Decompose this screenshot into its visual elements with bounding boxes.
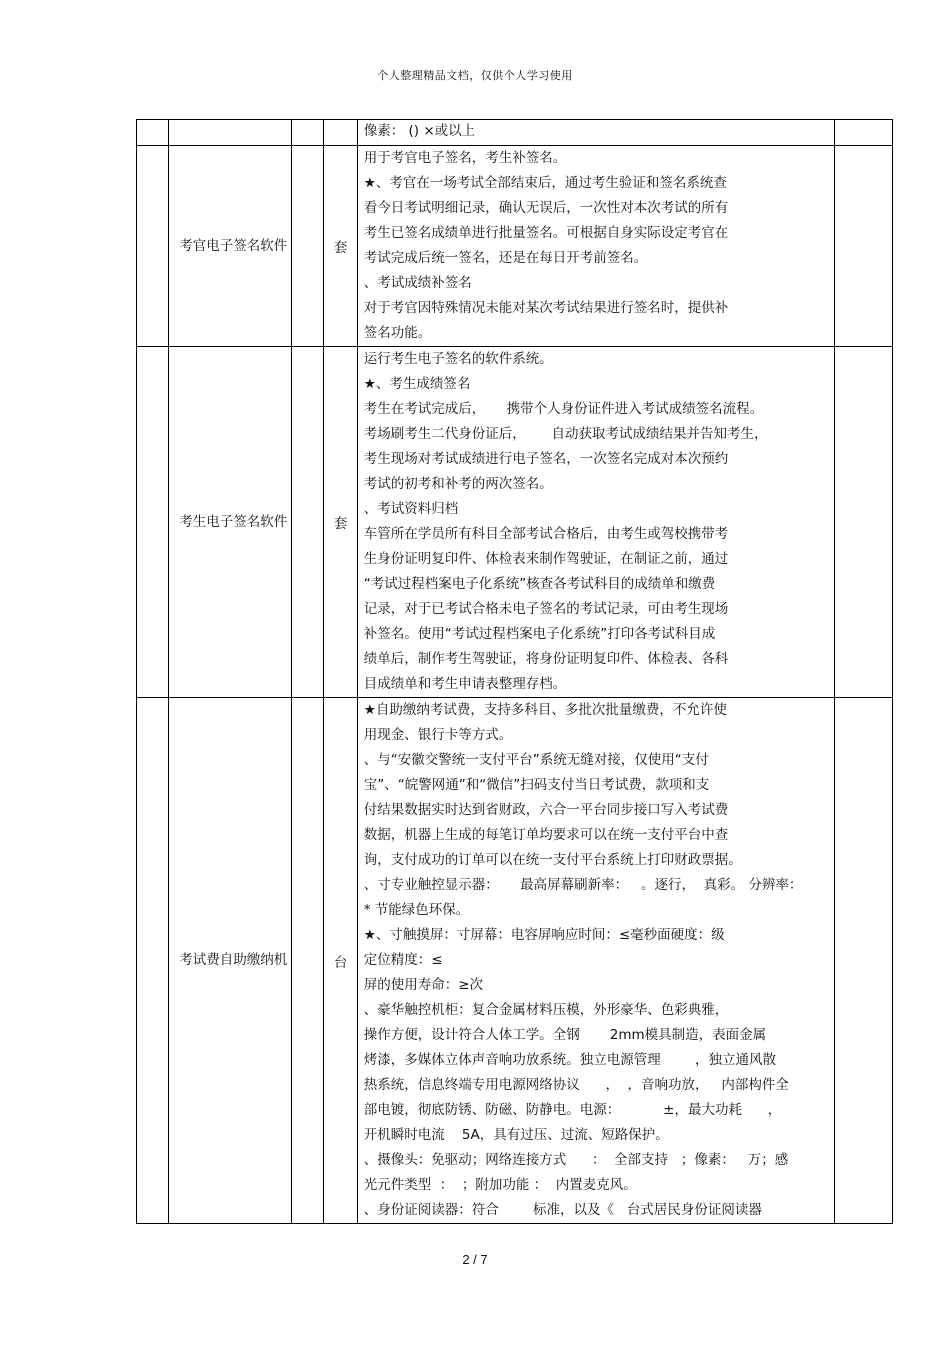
item-unit: 台 (333, 954, 348, 971)
description-line: 热系统，信息终端专用电源网络协议 ， ，音响功放， 内部构件全 (363, 1077, 789, 1093)
description-line: 操作方便，设计符合人体工学。全钢 2mm模具制造，表面金属 (363, 1027, 767, 1043)
item-name-cell (169, 347, 292, 698)
item-index-cell (137, 347, 169, 698)
description-line: 、摄像头：免驱动；网络连接方式 ： 全部支持 ；像素： 万；感 (363, 1152, 789, 1168)
item-remark-cell (834, 347, 893, 698)
description-line: 、与“安徽交警统一支付平台”系统无缝对接，仅使用“支付 (363, 752, 709, 768)
item-quantity-cell (292, 347, 324, 698)
description-line: * 节能绿色环保。 (363, 902, 470, 918)
description-line: 生身份证明复印件、体检表来制作驾驶证，在制证之前，通过 (363, 551, 729, 567)
description-line: 考生在考试完成后， 携带个人身份证件进入考试成绩签名流程。 (363, 401, 764, 417)
description-line: 屏的使用寿命：≥次 (363, 977, 484, 993)
description-line: 目成绩单和考生申请表整理存档。 (363, 676, 567, 692)
item-unit-cell (324, 120, 357, 146)
description-line: 考生现场对考试成绩进行电子签名，一次签名完成对本次预约 (363, 451, 729, 467)
description-line: 数据，机器上生成的每笔订单均要求可以在统一支付平台中查 (363, 827, 729, 843)
description-line: 记录，对于已考试合格未电子签名的考试记录，可由考生现场 (363, 601, 729, 617)
item-index-cell (137, 698, 169, 1224)
description-line: ★、考官在一场考试全部结束后，通过考生验证和签名系统查 (363, 175, 727, 191)
description-line: 询，支付成功的订单可以在统一支付平台系统上打印财政票据。 (363, 852, 742, 868)
description-line: 考试的初考和补考的两次签名。 (363, 476, 553, 492)
specification-table (136, 119, 893, 1224)
description-line: 开机瞬时电流 5A，具有过压、过流、短路保护。 (363, 1127, 669, 1143)
item-description-cell (357, 146, 834, 347)
item-description-cell (357, 698, 834, 1224)
page-number: 2 / 7 (462, 1252, 488, 1267)
item-unit-cell (324, 146, 357, 347)
description-line: 、考试成绩补签名 (363, 275, 472, 291)
description-line: 宝”、“皖警网通”和“微信”扫码支付当日考试费，款项和支 (363, 777, 710, 793)
description-line: 、考试资料归档 (363, 501, 459, 517)
item-remark-cell (834, 120, 893, 146)
description-line: 车管所在学员所有科目全部考试合格后，由考生或驾校携带考 (363, 526, 729, 542)
description-line: 运行考生电子签名的软件系统。 (363, 351, 553, 367)
description-line: 、身份证阅读器：符合 标准，以及《 台式居民身份证阅读器 (363, 1202, 762, 1218)
item-description-cell (357, 347, 834, 698)
description-line: 用现金、银行卡等方式。 (363, 727, 513, 743)
item-index-cell (137, 146, 169, 347)
description-line: 考生已签名成绩单进行批量签名。可根据自身实际设定考官在 (363, 225, 729, 241)
description-line: 签名功能。 (363, 325, 432, 341)
description-line: ★自助缴纳考试费，支持多科目、多批次批量缴费，不允许使 (363, 702, 727, 718)
item-name: 考官电子签名软件 (179, 237, 288, 254)
description-line: 对于考官因特殊情况未能对某次考试结果进行签名时，提供补 (363, 300, 729, 316)
description-line: 付结果数据实时达到省财政，六合一平台同步接口写入考试费 (363, 802, 729, 818)
page-header-note: 个人整理精品文档，仅供个人学习使用 (377, 69, 573, 82)
item-quantity-cell (292, 120, 324, 146)
item-name-cell (169, 698, 292, 1224)
description-line: 烤漆，多媒体立体声音响功放系统。独立电源管理 ，独立通风散 (363, 1052, 777, 1068)
description-line: 补签名。使用“考试过程档案电子化系统”打印各考试科目成 (363, 626, 716, 642)
item-remark-cell (834, 698, 893, 1224)
item-unit-cell (324, 347, 357, 698)
item-quantity-cell (292, 698, 324, 1224)
item-name: 考试费自助缴纳机 (179, 952, 288, 968)
table-row (137, 146, 893, 347)
item-name-cell (169, 146, 292, 347)
item-description-cell (357, 120, 834, 146)
description-line: 用于考官电子签名，考生补签名。 (363, 150, 567, 166)
item-unit-cell (324, 698, 357, 1224)
item-remark-cell (834, 146, 893, 347)
item-unit: 套 (333, 240, 348, 256)
description-line: 像素： () ×或以上 (363, 123, 476, 139)
description-line: 、豪华触控机柜：复合金属材料压模，外形豪华、色彩典雅， (363, 1002, 729, 1018)
description-line: 部电镀，彻底防锈、防磁、防静电。电源： ±，最大功耗 ， (363, 1102, 782, 1118)
description-line: ★、寸触摸屏：寸屏幕：电容屏响应时间：≤毫秒面硬度：级 (363, 927, 725, 943)
item-quantity-cell (292, 146, 324, 347)
item-index-cell (137, 120, 169, 146)
description-line: 、寸专业触控显示器： 最高屏幕刷新率： 。逐行， 真彩。 分辨率： (363, 877, 803, 893)
description-line: 绩单后，制作考生驾驶证，将身份证明复印件、体检表、各科 (363, 651, 729, 667)
description-line: 考试完成后统一签名，还是在每日开考前签名。 (363, 250, 648, 266)
table-row (137, 347, 893, 698)
item-name: 考生电子签名软件 (179, 513, 288, 530)
specification-table-body (137, 120, 893, 1224)
description-line: 光元件类型 ： ；附加功能 ： 内置麦克风。 (363, 1177, 637, 1193)
description-line: 定位精度：≤ (363, 952, 443, 968)
table-row (137, 698, 893, 1224)
description-line: 看今日考试明细记录，确认无误后，一次性对本次考试的所有 (363, 200, 729, 216)
table-row (137, 120, 893, 146)
description-line: ★、考生成绩签名 (363, 376, 471, 392)
item-unit: 套 (333, 516, 348, 532)
item-name-cell (169, 120, 292, 146)
description-line: “考试过程档案电子化系统”核查各考试科目的成绩单和缴费 (363, 576, 716, 592)
description-line: 考场刷考生二代身份证后， 自动获取考试成绩结果并告知考生， (363, 426, 768, 442)
